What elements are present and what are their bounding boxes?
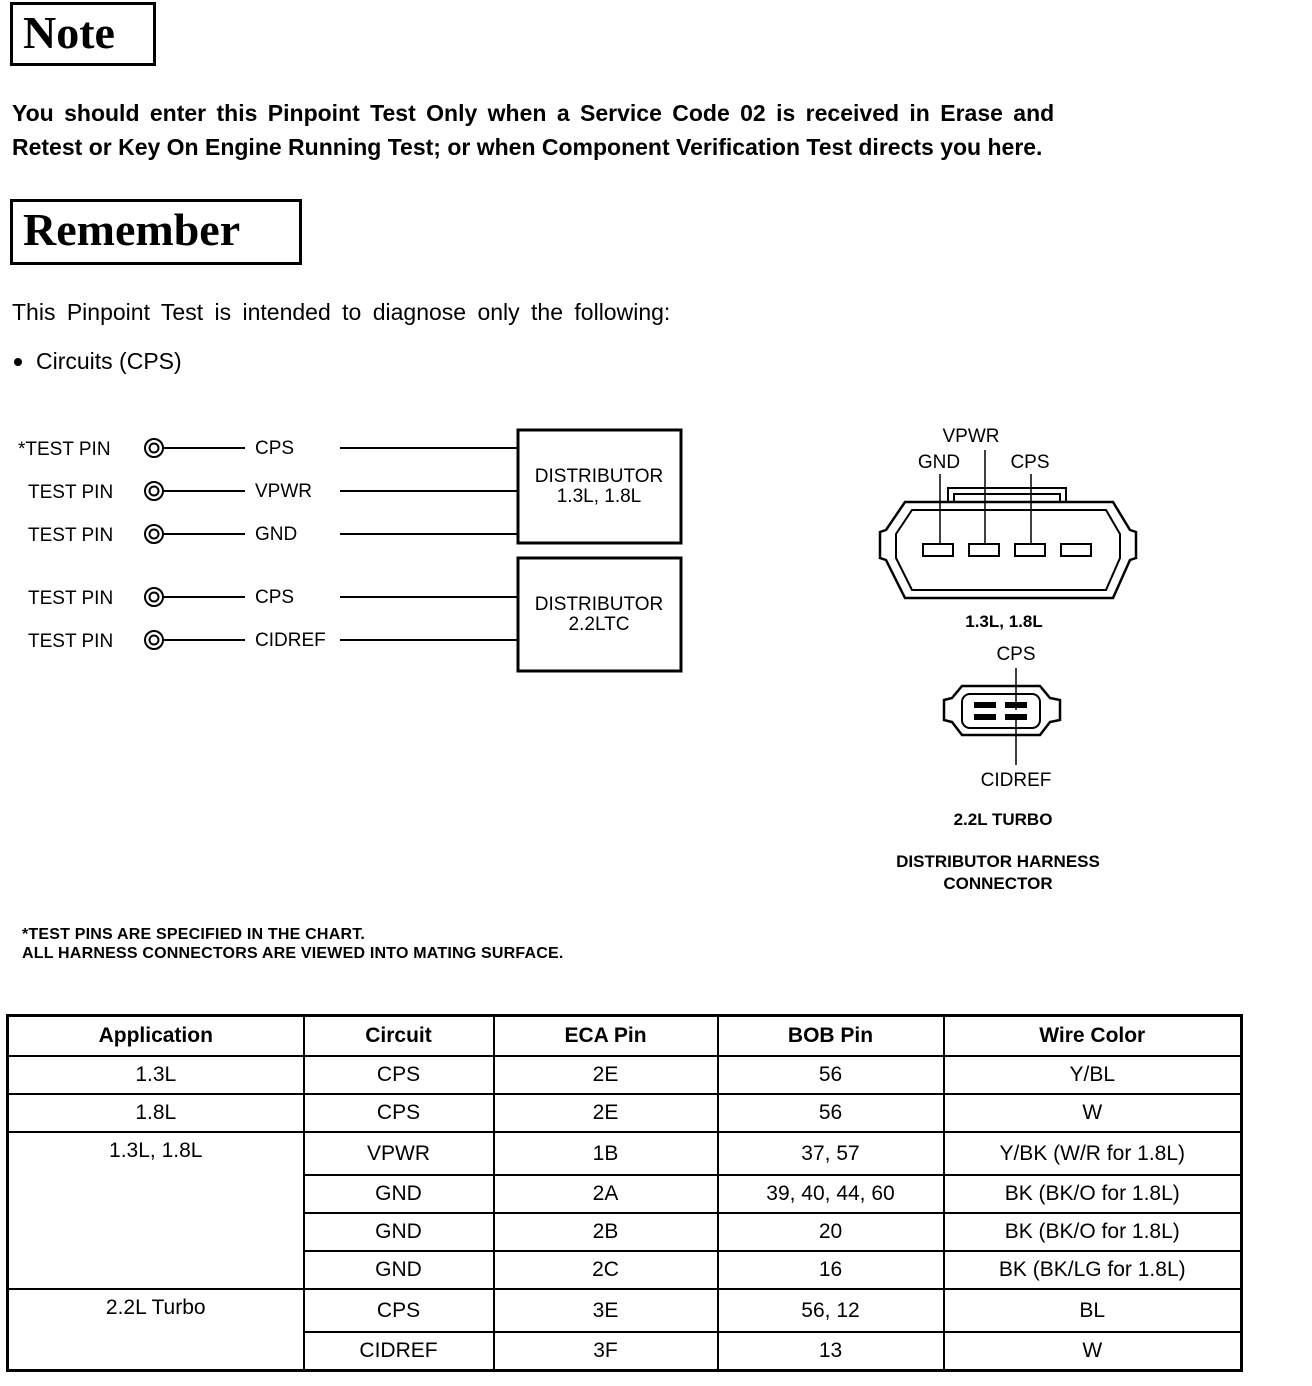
- pin-circuit: GND: [255, 524, 298, 545]
- conn-label-cps: CPS: [996, 644, 1036, 665]
- svg-text:DISTRIBUTOR: DISTRIBUTOR: [534, 466, 664, 487]
- cell-eca-pin: 2E: [494, 1094, 718, 1132]
- harness-title-line-1: DISTRIBUTOR HARNESS: [896, 852, 1100, 871]
- cell-wire-color: W: [944, 1332, 1242, 1371]
- cell-eca-pin: 2A: [494, 1175, 718, 1213]
- test-pin-icon: [145, 631, 163, 649]
- cell-bob-pin: 16: [718, 1251, 944, 1289]
- table-header-row: [8, 1016, 1242, 1057]
- cell-eca-pin: 2E: [494, 1056, 718, 1094]
- pin-row-5: [28, 630, 518, 652]
- table-row: [8, 1056, 1242, 1094]
- cell-application: [8, 1213, 304, 1251]
- conn-label-cps: CPS: [1010, 452, 1050, 473]
- table-row: [8, 1332, 1242, 1371]
- cell-wire-color: BK (BK/O for 1.8L): [944, 1175, 1242, 1213]
- connector-2pin: [944, 644, 1060, 829]
- conn-label-cidref: CIDREF: [980, 770, 1052, 791]
- cell-bob-pin: 56: [718, 1056, 944, 1094]
- pin-circuit: CPS: [255, 438, 295, 459]
- remember-intro: This Pinpoint Test is intended to diagnose only the following:: [12, 299, 671, 325]
- footnote-line-2: ALL HARNESS CONNECTORS ARE VIEWED INTO MATING SURFACE.: [22, 945, 564, 962]
- cell-wire-color: Y/BL: [944, 1056, 1242, 1094]
- pin-label: TEST PIN: [28, 588, 114, 609]
- cell-bob-pin: 20: [718, 1213, 944, 1251]
- test-pin-icon: [145, 525, 163, 543]
- note-line-2: Retest or Key On Engine Running Test; or when Component Verification Test directs you here.: [12, 134, 1043, 160]
- cell-circuit: GND: [304, 1251, 494, 1289]
- cell-circuit: GND: [304, 1175, 494, 1213]
- cell-wire-color: BK (BK/LG for 1.8L): [944, 1251, 1242, 1289]
- cell-wire-color: BK (BK/O for 1.8L): [944, 1213, 1242, 1251]
- cell-wire-color: BL: [944, 1289, 1242, 1332]
- header-bob-pin: BOB Pin: [718, 1016, 944, 1057]
- wiring-diagram: [0, 410, 1312, 910]
- distributor-box-1: [518, 430, 681, 543]
- test-pin-icon: [145, 588, 163, 606]
- cell-wire-color: W: [944, 1094, 1242, 1132]
- test-pin-icon: [145, 482, 163, 500]
- cell-circuit: CPS: [304, 1094, 494, 1132]
- cell-bob-pin: 13: [718, 1332, 944, 1371]
- cell-circuit: GND: [304, 1213, 494, 1251]
- conn-caption: 1.3L, 1.8L: [965, 612, 1043, 631]
- cell-eca-pin: 3F: [494, 1332, 718, 1371]
- pin-row-2: [28, 481, 518, 503]
- test-pin-table: [6, 1014, 1243, 1372]
- table-row: [8, 1213, 1242, 1251]
- remember-heading: Remember: [10, 199, 302, 265]
- cell-eca-pin: 1B: [494, 1132, 718, 1175]
- pin-circuit: CPS: [255, 587, 295, 608]
- header-application: Application: [8, 1016, 304, 1057]
- pin-row-4: [28, 587, 518, 609]
- harness-title-line-2: CONNECTOR: [943, 874, 1053, 893]
- pin-label: TEST PIN: [28, 525, 114, 546]
- note-heading: Note: [10, 2, 156, 66]
- table-row: [8, 1094, 1242, 1132]
- cell-bob-pin: 39, 40, 44, 60: [718, 1175, 944, 1213]
- pin-circuit: VPWR: [255, 481, 312, 502]
- cell-eca-pin: 3E: [494, 1289, 718, 1332]
- footnote-line-1: *TEST PINS ARE SPECIFIED IN THE CHART.: [22, 926, 366, 943]
- cell-bob-pin: 37, 57: [718, 1132, 944, 1175]
- pin-label: TEST PIN: [28, 631, 114, 652]
- header-wire-color: Wire Color: [944, 1016, 1242, 1057]
- pin-label: TEST PIN: [28, 482, 114, 503]
- cell-bob-pin: 56, 12: [718, 1289, 944, 1332]
- cell-circuit: CPS: [304, 1056, 494, 1094]
- pin-row-1: [18, 438, 518, 460]
- table-row: [8, 1251, 1242, 1289]
- pin-row-3: [28, 524, 518, 546]
- pin-circuit: CIDREF: [255, 630, 326, 651]
- cell-circuit: CIDREF: [304, 1332, 494, 1371]
- header-eca-pin: ECA Pin: [494, 1016, 718, 1057]
- conn-caption: 2.2L TURBO: [953, 810, 1053, 829]
- cell-circuit: CPS: [304, 1289, 494, 1332]
- cell-eca-pin: 2C: [494, 1251, 718, 1289]
- cell-circuit: VPWR: [304, 1132, 494, 1175]
- header-circuit: Circuit: [304, 1016, 494, 1057]
- bullet-dot: [14, 358, 22, 366]
- bullet-text: Circuits (CPS): [36, 348, 182, 374]
- pin-label: *TEST PIN: [18, 439, 111, 460]
- conn-label-vpwr: VPWR: [942, 426, 1000, 447]
- cell-application: [8, 1251, 304, 1289]
- cell-application: 1.3L: [8, 1056, 304, 1094]
- connector-4pin: [880, 426, 1136, 631]
- cell-application: [8, 1175, 304, 1213]
- cell-wire-color: Y/BK (W/R for 1.8L): [944, 1132, 1242, 1175]
- cell-application: 2.2L Turbo: [8, 1289, 304, 1332]
- conn-label-gnd: GND: [917, 452, 961, 473]
- table-row: [8, 1132, 1242, 1175]
- remember-bullet: [12, 348, 182, 375]
- table-row: [8, 1289, 1242, 1332]
- cell-application: [8, 1332, 304, 1371]
- table-row: [8, 1175, 1242, 1213]
- note-line-1: You should enter this Pinpoint Test Only when a Service Code 02 is received in Erase and: [12, 100, 1055, 126]
- cell-eca-pin: 2B: [494, 1213, 718, 1251]
- test-pin-icon: [145, 439, 163, 457]
- cell-application: 1.8L: [8, 1094, 304, 1132]
- svg-text:1.3L, 1.8L: 1.3L, 1.8L: [556, 486, 642, 507]
- distributor-box-2: [518, 558, 681, 671]
- svg-text:2.2LTC: 2.2LTC: [568, 614, 630, 635]
- cell-application: 1.3L, 1.8L: [8, 1132, 304, 1175]
- cell-bob-pin: 56: [718, 1094, 944, 1132]
- svg-text:DISTRIBUTOR: DISTRIBUTOR: [534, 594, 664, 615]
